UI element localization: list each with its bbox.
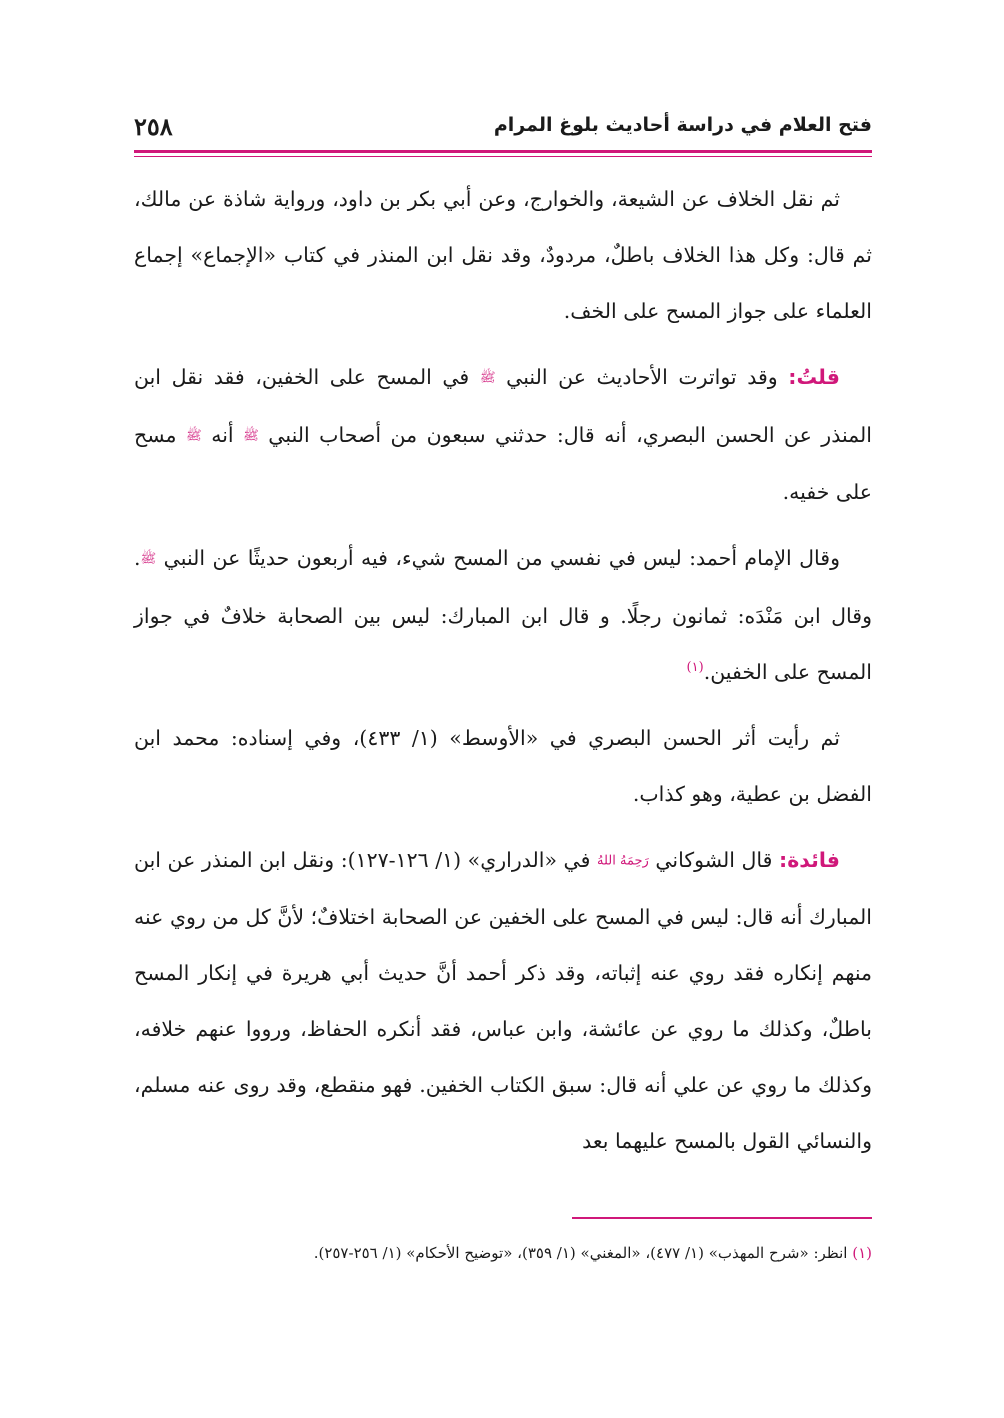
paragraph-5 [134, 832, 872, 1170]
salawat-icon: ﷺ [479, 370, 496, 386]
p2-text-b: في المسح على الخفين، فقد نقل ابن المنذر عن الحسن البصري، أنه قال: حدثني سبعون من أصحاب النبي [134, 365, 872, 447]
running-header [134, 112, 872, 146]
p3-text-b: . وقال ابن مَنْدَه: ثمانون رجلًا. و قال ابن المبارك: ليس بين الصحابة خلافٌ في جواز المسح على الخفين. [134, 546, 872, 684]
rahimahullah-icon: رَحِمَهُ اللهُ [596, 853, 649, 868]
salawat-icon: ﷺ [140, 551, 157, 567]
main-text [134, 171, 872, 1169]
p3-text-a: وقال الإمام أحمد: ليس في نفسي من المسح شيء، فيه أربعون حديثًا عن النبي [163, 546, 840, 570]
p2-text-d: مسح على خفيه. [134, 422, 872, 504]
faida-label: فائدة: [779, 847, 840, 872]
paragraph-1: ثم نقل الخلاف عن الشيعة، والخوارج، وعن أبي بكر بن داود، ورواية شاذة عن مالك، ثم قال: وكل هذا الخلاف باطلٌ، مردودٌ، وقد نقل ابن المنذر في كتاب «الإجماع» إجماع العلماء على جواز المسح على الخف. [134, 187, 872, 323]
footnote-separator [572, 1217, 872, 1219]
footnote-text: انظر: «شرح المهذب» (١/ ٤٧٧)، «المغني» (١/ ٣٥٩)، «توضيح الأحكام» (١/ ٢٥٦-٢٥٧). [313, 1244, 848, 1262]
p5-text-b: في «الدراري» (١/ ١٢٦-١٢٧): ونقل ابن المنذر عن ابن المبارك أنه قال: ليس في المسح على الخفين عن الصحابة اختلافٌ؛ لأنَّ كل من روي عنه منهم إنكاره فقد روي عنه إثباته، وقد ذكر أحمد أنَّ حديث أبي هريرة في إنكار المسح باطلٌ، وكذلك ما روي عن عائشة، وابن عباس، فقد أنكره الحفاظ، ورووا عنهم خلافه، وكذلك ما روي عن علي أنه قال: سبق الكتاب الخفين. فهو منقطع، وقد روى عنه مسلم، والنسائي القول بالمسح عليهما بعد [134, 847, 872, 1153]
paragraph-2 [134, 349, 872, 520]
header-rule-thin [134, 156, 872, 157]
header-rule-thick [134, 150, 872, 153]
book-title: فتح العلام في دراسة أحاديث بلوغ المرام [493, 114, 872, 136]
p2-text-a: وقد تواترت الأحاديث عن النبي [506, 365, 778, 389]
footnote-ref[interactable]: (١) [686, 659, 704, 675]
p2-text-c: أنه [211, 422, 234, 447]
salawat-icon: ﷺ [243, 428, 259, 443]
paragraph-3 [134, 530, 872, 700]
page-number: ٢٥٨ [134, 112, 173, 141]
footnote [134, 1240, 872, 1266]
qultu-label: قلتُ: [788, 365, 840, 389]
salawat-icon: ﷺ [186, 428, 202, 443]
page [134, 112, 872, 1312]
p5-text-a: قال الشوكاني [655, 847, 773, 872]
paragraph-4: ثم رأيت أثر الحسن البصري في «الأوسط» (١/ ٤٣٣)، وفي إسناده: محمد ابن الفضل بن عطية، وهو كذاب. [134, 725, 872, 806]
footnote-number: (١) [852, 1244, 872, 1262]
